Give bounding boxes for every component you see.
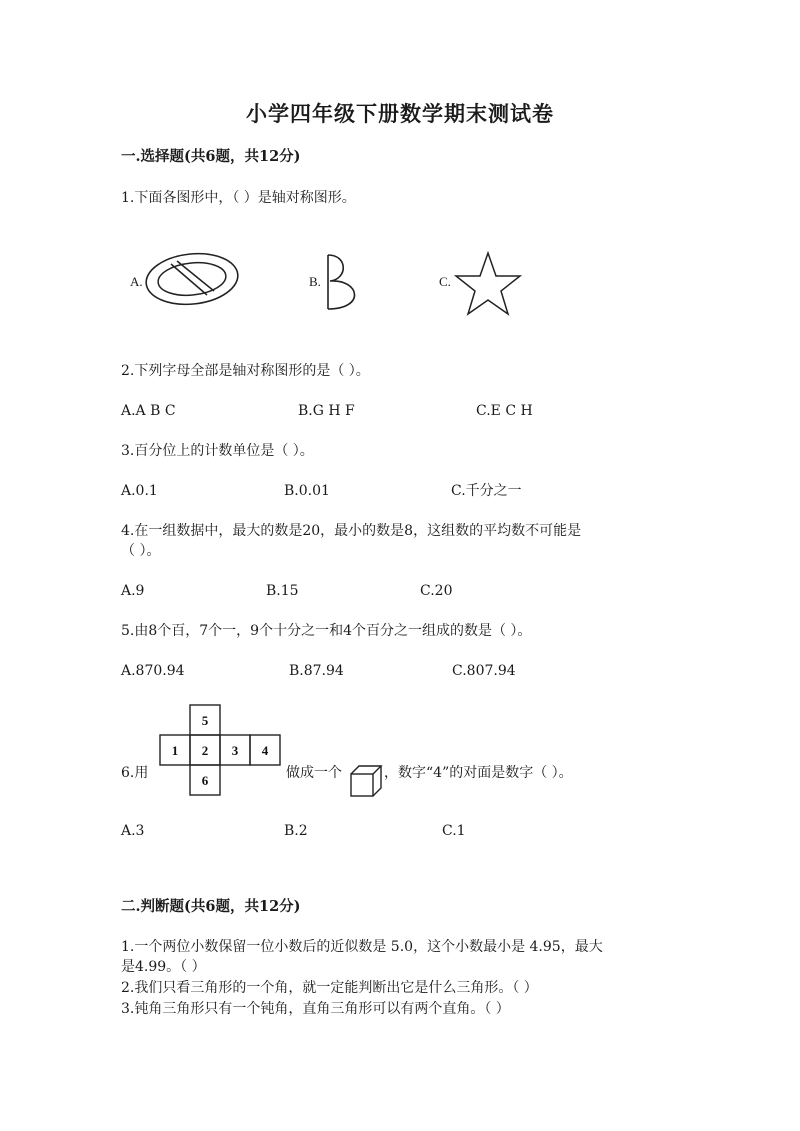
- q2-option-b: B.G H F: [298, 403, 355, 419]
- net-number-bottom: 6: [201, 773, 209, 788]
- question-6-prefix: 6.用: [121, 765, 149, 781]
- q6-option-c: C.1: [442, 823, 466, 839]
- q5-option-b: B.87.94: [289, 663, 344, 679]
- question-6-suffix: ，数字“4”的对面是数字（ ）。: [384, 765, 573, 781]
- q5-option-a: A.870.94: [121, 663, 185, 679]
- question-4-text-line-2: （ ）。: [121, 543, 161, 559]
- judgment-2: 2.我们只看三角形的一个角，就一定能判断出它是什么三角形。（ ）: [121, 980, 538, 996]
- q4-option-c: C.20: [420, 583, 453, 599]
- question-5-text: 5.由8个百，7个一，9个十分之一和4个百分之一组成的数是（ ）。: [121, 623, 532, 639]
- q3-option-b: B.0.01: [284, 483, 330, 499]
- q1-option-b-letter-b-figure: [326, 253, 371, 313]
- q6-cube-figure: [350, 765, 384, 799]
- q1-option-a-prohibition-figure: [145, 250, 240, 310]
- question-4-text-line-1: 4.在一组数据中，最大的数是20，最小的数是8，这组数的平均数不可能是: [121, 523, 582, 539]
- q6-option-b: B.2: [284, 823, 308, 839]
- net-number-center: 2: [201, 743, 209, 758]
- q3-option-a: A.0.1: [121, 483, 158, 499]
- q1-option-a-label: A.: [130, 274, 143, 289]
- q1-option-c-label: C.: [439, 274, 451, 289]
- question-3-text: 3.百分位上的计数单位是（ ）。: [121, 443, 314, 459]
- section-heading-judgment: 二.判断题(共6题，共12分): [121, 898, 301, 915]
- q2-option-c: C.E C H: [476, 403, 533, 419]
- question-2-text: 2.下列字母全部是轴对称图形的是（ ）。: [121, 363, 370, 379]
- net-number-right-2: 4: [261, 743, 269, 758]
- net-number-top: 5: [201, 713, 209, 728]
- net-number-left: 1: [171, 743, 179, 758]
- question-6-middle: 做成一个: [286, 765, 342, 781]
- net-number-right-1: 3: [231, 743, 239, 758]
- q4-option-a: A.9: [121, 583, 145, 599]
- section-heading-choice: 一.选择题(共6题，共12分): [121, 148, 301, 165]
- judgment-1-line-2: 是4.99。（ ）: [121, 959, 206, 975]
- q1-option-b-label: B.: [309, 274, 321, 289]
- q4-option-b: B.15: [266, 583, 299, 599]
- question-1-text: 1.下面各图形中，（ ）是轴对称图形。: [121, 190, 356, 206]
- q5-option-c: C.807.94: [452, 663, 516, 679]
- q3-option-c: C.千分之一: [451, 483, 522, 499]
- judgment-3: 3.钝角三角形只有一个钝角，直角三角形可以有两个直角。（ ）: [121, 1001, 510, 1017]
- judgment-1-line-1: 1.一个两位小数保留一位小数后的近似数是 5.0，这个小数最小是 4.95，最大: [121, 939, 603, 955]
- q6-cube-net-figure: [159, 703, 283, 797]
- page-title: 小学四年级下册数学期末测试卷: [246, 101, 554, 126]
- q2-option-a: A.A B C: [121, 403, 176, 419]
- q1-option-c-star-figure: [454, 251, 522, 317]
- q6-option-a: A.3: [121, 823, 145, 839]
